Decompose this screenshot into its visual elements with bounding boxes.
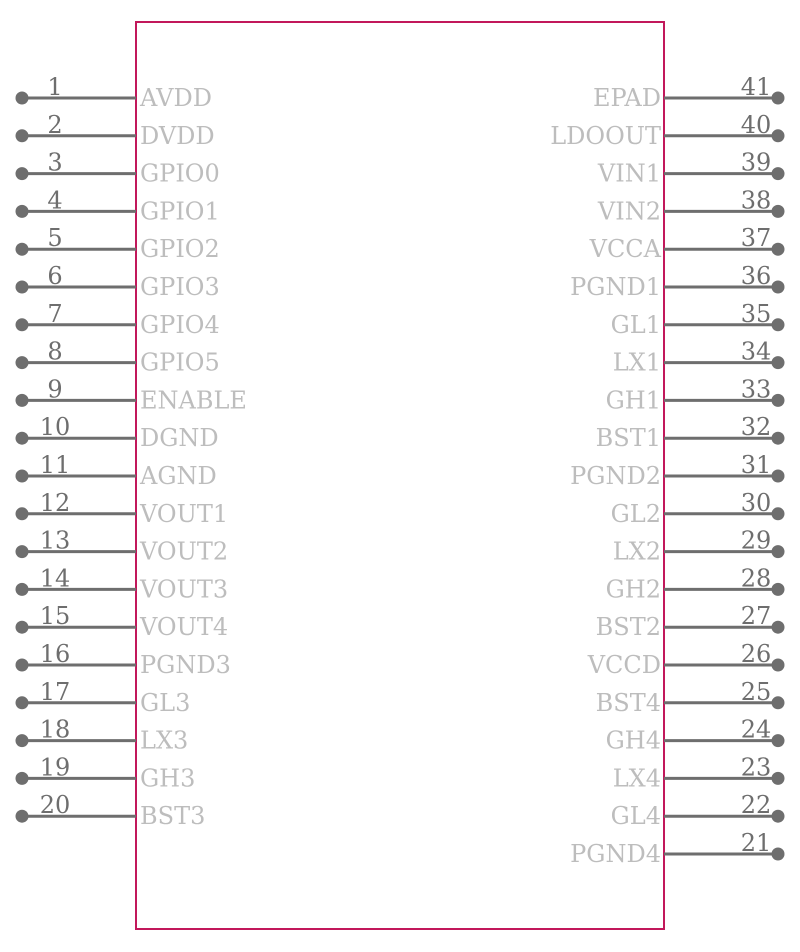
- pin-number: 27: [740, 602, 772, 631]
- pin-38: [597, 186, 785, 225]
- pin-9: [16, 375, 247, 414]
- pin-number: 15: [39, 602, 71, 631]
- pin-endpoint-dot: [772, 281, 785, 294]
- pin-endpoint-dot: [772, 659, 785, 672]
- pin-1: [16, 73, 212, 112]
- pin-13: [16, 527, 229, 566]
- pin-number: 20: [39, 791, 71, 820]
- pin-15: [16, 602, 229, 641]
- pin-name: LX1: [612, 348, 661, 377]
- pin-name: GH1: [605, 386, 661, 415]
- pin-number: 1: [47, 73, 63, 101]
- pin-3: [16, 149, 220, 188]
- pin-number: 8: [47, 337, 63, 366]
- pin-name: GPIO5: [140, 348, 220, 377]
- pin-endpoint-dot: [16, 432, 29, 445]
- pin-number: 39: [740, 148, 772, 177]
- pin-number: 31: [740, 451, 772, 479]
- pin-name: AGND: [140, 462, 217, 490]
- pin-name: LDOOUT: [550, 121, 661, 150]
- pin-name: GH4: [605, 726, 661, 755]
- pin-number: 28: [740, 564, 772, 593]
- pin-endpoint-dot: [16, 394, 29, 407]
- pin-number: 19: [39, 753, 71, 782]
- pin-endpoint-dot: [772, 92, 785, 105]
- pin-number: 4: [47, 186, 63, 215]
- pin-number: 17: [39, 677, 71, 706]
- pin-39: [597, 149, 785, 188]
- pin-25: [596, 678, 785, 717]
- pin-number: 26: [740, 640, 772, 668]
- pin-name: LX4: [612, 764, 661, 793]
- pin-endpoint-dot: [772, 129, 785, 142]
- pin-endpoint-dot: [772, 545, 785, 558]
- pin-24: [606, 716, 785, 755]
- pin-endpoint-dot: [16, 92, 29, 105]
- pin-name: VOUT3: [140, 575, 229, 604]
- pin-30: [611, 489, 785, 528]
- pin-name: VOUT2: [140, 537, 229, 566]
- pin-name: GL1: [610, 310, 661, 339]
- pin-endpoint-dot: [772, 696, 785, 709]
- pin-18: [16, 716, 189, 755]
- pin-34: [613, 338, 785, 377]
- pin-endpoint-dot: [772, 318, 785, 331]
- pin-endpoint-dot: [16, 810, 29, 823]
- pin-endpoint-dot: [16, 470, 29, 483]
- pin-20: [16, 791, 206, 830]
- pin-29: [613, 527, 785, 566]
- pin-name: LX3: [140, 726, 189, 755]
- pin-name: PGND1: [570, 273, 661, 301]
- pin-21: [570, 829, 784, 868]
- pin-name: GL3: [140, 688, 191, 717]
- pin-5: [16, 224, 220, 263]
- pin-12: [16, 489, 229, 528]
- pin-endpoint-dot: [16, 167, 29, 180]
- pin-endpoint-dot: [772, 205, 785, 218]
- pin-8: [16, 338, 220, 377]
- pin-number: 40: [740, 110, 772, 139]
- pin-endpoint-dot: [772, 772, 785, 785]
- pin-endpoint-dot: [16, 356, 29, 369]
- pin-17: [16, 678, 191, 717]
- pin-endpoint-dot: [772, 167, 785, 180]
- pin-name: GPIO2: [140, 235, 220, 264]
- pin-name: DGND: [140, 424, 219, 453]
- pin-4: [16, 186, 220, 225]
- pin-41: [593, 73, 785, 112]
- pin-endpoint-dot: [16, 621, 29, 634]
- pin-endpoint-dot: [772, 470, 785, 483]
- pin-number: 22: [740, 791, 772, 820]
- pin-name: DVDD: [140, 121, 215, 150]
- pin-number: 3: [47, 148, 63, 177]
- pin-name: PGND2: [570, 462, 661, 490]
- pin-endpoint-dot: [16, 659, 29, 672]
- pin-endpoint-dot: [16, 772, 29, 785]
- pin-number: 23: [740, 753, 772, 782]
- pin-name: GL4: [610, 802, 661, 831]
- pin-endpoint-dot: [16, 507, 29, 520]
- pin-name: BST3: [140, 802, 206, 831]
- pin-35: [611, 300, 785, 339]
- pin-endpoint-dot: [772, 583, 785, 596]
- pin-endpoint-dot: [772, 356, 785, 369]
- pin-name: BST4: [595, 688, 661, 717]
- pin-name: VIN2: [597, 197, 661, 226]
- pin-name: EPAD: [592, 84, 661, 112]
- pin-endpoint-dot: [772, 243, 785, 256]
- pin-2: [16, 111, 215, 150]
- pin-endpoint-dot: [16, 243, 29, 256]
- pin-endpoint-dot: [772, 394, 785, 407]
- pin-number: 9: [47, 375, 63, 404]
- pin-name: VCCD: [587, 651, 661, 679]
- pin-name: PGND3: [140, 651, 231, 679]
- pin-27: [596, 602, 785, 641]
- pin-endpoint-dot: [772, 734, 785, 747]
- pin-37: [589, 224, 785, 263]
- pin-number: 7: [47, 299, 63, 328]
- pin-6: [16, 262, 220, 301]
- pin-endpoint-dot: [16, 545, 29, 558]
- pin-number: 16: [39, 640, 71, 668]
- pin-number: 11: [39, 451, 71, 479]
- pin-19: [16, 753, 196, 792]
- pin-name: ENABLE: [140, 386, 247, 415]
- pin-endpoint-dot: [772, 621, 785, 634]
- pin-endpoint-dot: [16, 318, 29, 331]
- pin-28: [606, 564, 785, 603]
- pin-number: 24: [740, 715, 772, 744]
- pin-name: LX2: [612, 537, 661, 566]
- pin-number: 18: [39, 715, 71, 744]
- pin-number: 5: [47, 224, 63, 253]
- pin-endpoint-dot: [772, 432, 785, 445]
- pin-14: [16, 564, 229, 603]
- pin-endpoint-dot: [16, 205, 29, 218]
- pin-name: GPIO3: [140, 273, 220, 301]
- pin-number: 34: [740, 337, 772, 366]
- pin-name: AVDD: [140, 84, 212, 112]
- left-pin-group: [16, 73, 247, 830]
- pin-name: GH3: [140, 764, 196, 793]
- pin-name: GPIO1: [140, 197, 220, 226]
- pin-endpoint-dot: [16, 734, 29, 747]
- pin-number: 6: [47, 262, 63, 290]
- pin-10: [16, 413, 219, 452]
- pin-name: VOUT1: [140, 499, 229, 528]
- pin-number: 38: [740, 186, 772, 215]
- pin-name: BST2: [595, 613, 661, 642]
- pin-32: [596, 413, 785, 452]
- pin-number: 41: [740, 73, 772, 101]
- pin-31: [570, 451, 784, 490]
- pin-22: [611, 791, 785, 830]
- pin-endpoint-dot: [16, 129, 29, 142]
- pin-number: 37: [740, 224, 772, 253]
- pin-endpoint-dot: [772, 507, 785, 520]
- pin-number: 21: [740, 829, 772, 857]
- pin-name: GH2: [605, 575, 661, 604]
- pin-number: 29: [740, 526, 772, 555]
- pin-number: 2: [47, 110, 63, 139]
- pin-26: [587, 640, 785, 679]
- pin-36: [570, 262, 784, 301]
- pin-name: BST1: [595, 424, 661, 453]
- pin-name: GPIO0: [140, 159, 220, 188]
- pin-name: GL2: [610, 499, 661, 528]
- pin-endpoint-dot: [16, 281, 29, 294]
- pin-number: 14: [39, 564, 71, 593]
- pin-endpoint-dot: [772, 848, 785, 861]
- pin-number: 12: [39, 488, 71, 517]
- pin-number: 13: [39, 526, 71, 555]
- pin-endpoint-dot: [772, 810, 785, 823]
- pin-11: [16, 451, 217, 490]
- pin-number: 33: [740, 375, 772, 404]
- pin-number: 32: [740, 413, 772, 442]
- pin-number: 36: [740, 262, 772, 290]
- pin-name: GPIO4: [140, 310, 220, 339]
- pin-endpoint-dot: [16, 696, 29, 709]
- pin-23: [613, 753, 785, 792]
- pin-7: [16, 300, 220, 339]
- right-pin-group: [550, 73, 784, 868]
- pin-name: PGND4: [570, 840, 661, 868]
- pin-endpoint-dot: [16, 583, 29, 596]
- pin-number: 30: [740, 488, 772, 517]
- pin-name: VIN1: [597, 159, 661, 188]
- pin-name: VCCA: [589, 235, 661, 264]
- pin-33: [606, 375, 785, 414]
- pin-name: VOUT4: [140, 613, 229, 642]
- pin-40: [550, 111, 784, 150]
- pin-16: [16, 640, 231, 679]
- pin-number: 25: [740, 677, 772, 706]
- pin-number: 10: [39, 413, 71, 442]
- pin-number: 35: [740, 299, 772, 328]
